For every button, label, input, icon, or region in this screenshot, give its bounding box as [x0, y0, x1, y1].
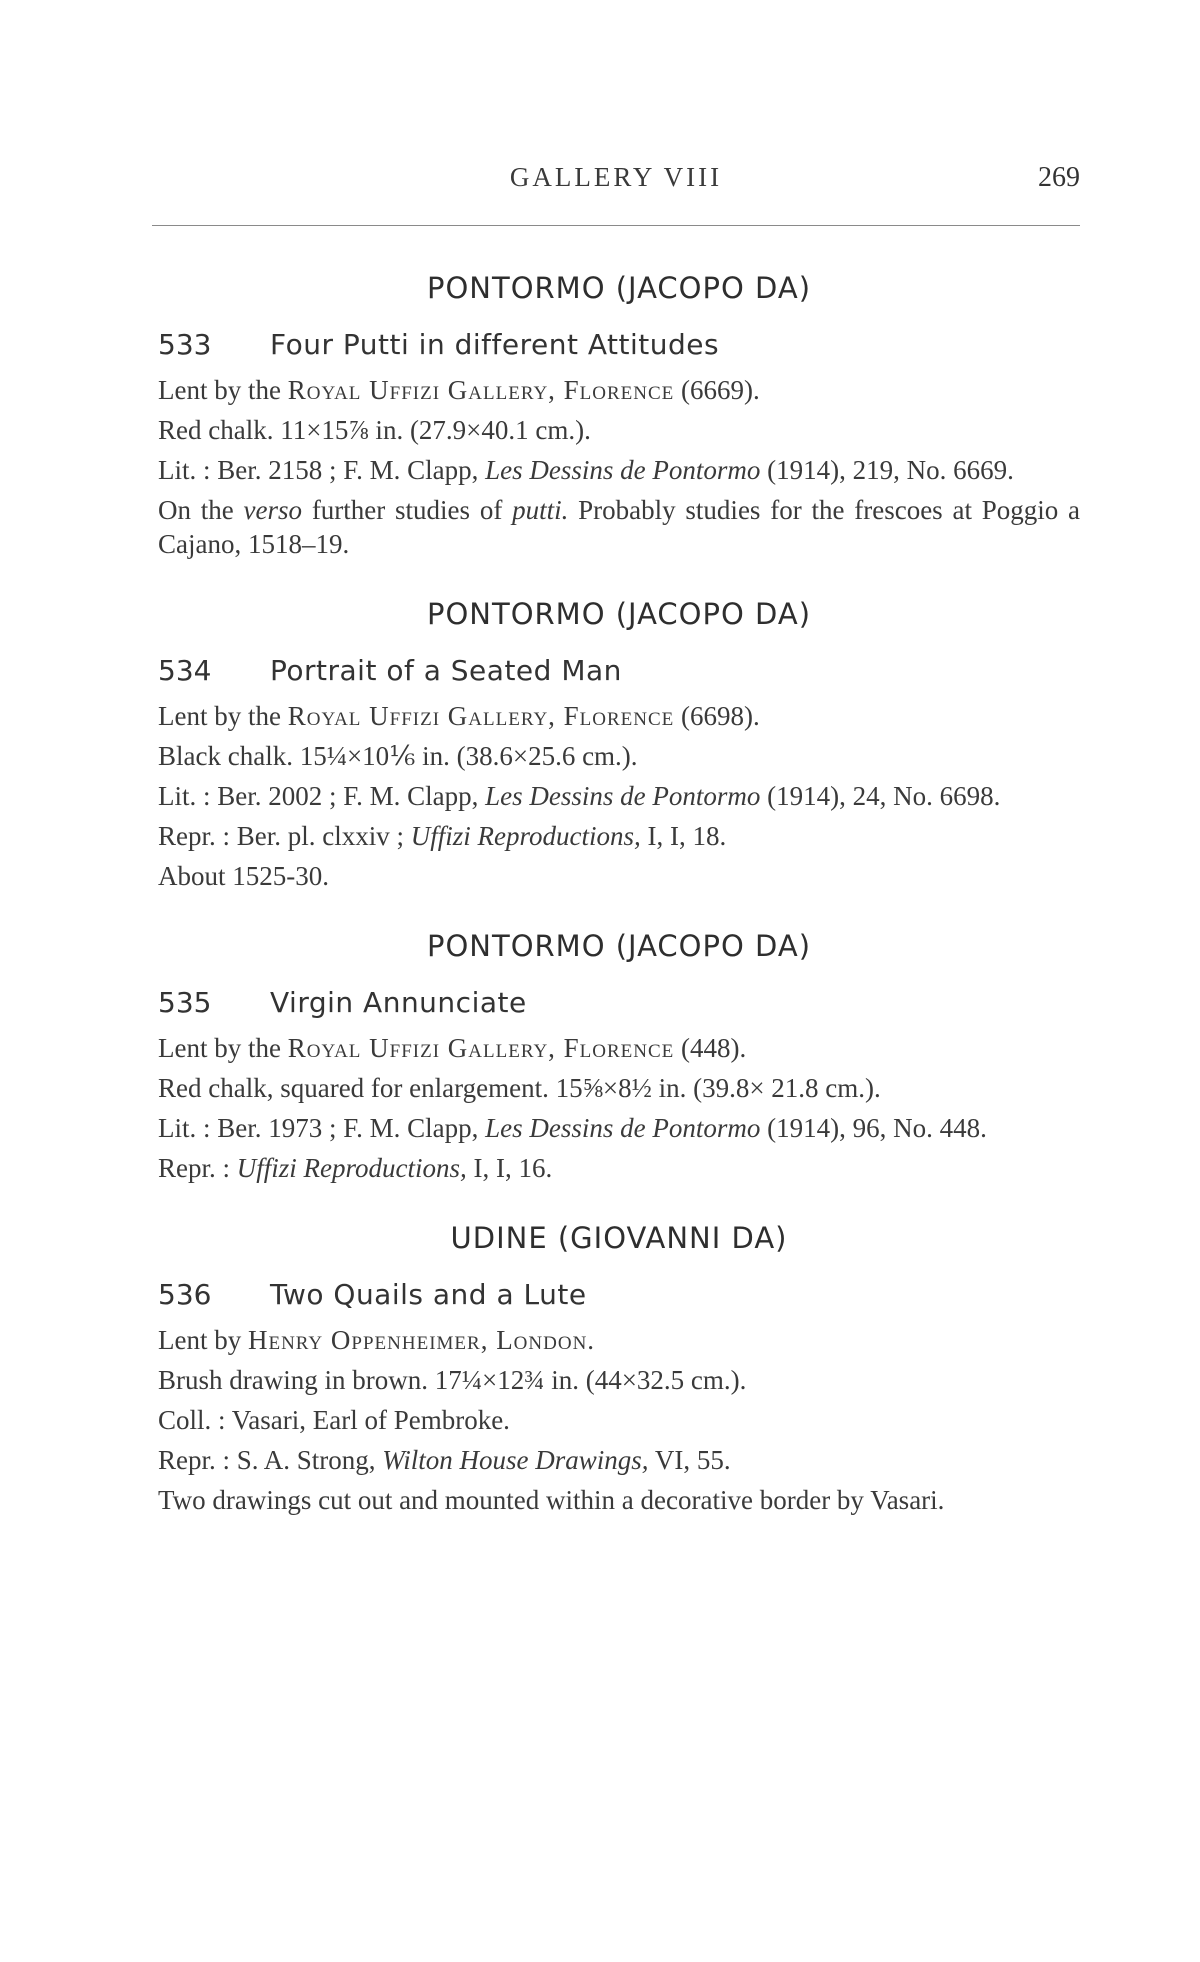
- lender-name: Royal Uffizi Gallery, Florence: [287, 375, 675, 405]
- catalogue-entry-533: [158, 265, 1080, 591]
- literature-suffix: (1914), 219, No. 6669.: [767, 455, 1014, 485]
- lender-prefix: Lent by the: [158, 375, 281, 405]
- reproduction-suffix: I, I, 18.: [647, 821, 727, 851]
- literature-line: [158, 779, 1080, 813]
- page-number: 269: [1038, 162, 1080, 193]
- literature-suffix: (1914), 96, No. 448.: [767, 1113, 987, 1143]
- entry-title: Portrait of a Seated Man: [270, 654, 622, 687]
- note-line: Two drawings cut out and mounted within a decorative border by Vasari.: [158, 1485, 945, 1515]
- medium-line: Red chalk, squared for enlargement. 15⅝×8½ in. (39.8× 21.8 cm.).: [158, 1073, 881, 1103]
- lender-inventory: (6669).: [681, 375, 760, 405]
- medium-line: Black chalk. 15¼×10⅙ in. (38.6×25.6 cm.).: [158, 741, 638, 771]
- artist-heading: PONTORMO (JACOPO DA): [426, 597, 812, 631]
- reproduction-suffix: I, I, 16.: [473, 1153, 553, 1183]
- entry-number: 536: [158, 1278, 212, 1311]
- reproduction-line: [158, 1151, 1080, 1185]
- reproduction-line: [158, 1443, 1080, 1477]
- artist-heading: UDINE (GIOVANNI DA): [450, 1221, 788, 1255]
- literature-prefix: Lit. : Ber. 2002 ; F. M. Clapp,: [158, 781, 479, 811]
- note-part-c: Probably studies for the frescoes at Poggio a Cajano, 1518–19.: [158, 495, 1081, 559]
- catalogue-entry-536: [158, 1215, 1080, 1517]
- note-part-a: On the: [158, 495, 234, 525]
- reproduction-title: Wilton House Drawings,: [382, 1445, 649, 1475]
- entry-number: 535: [158, 986, 212, 1019]
- entry-title-line: [158, 323, 1080, 367]
- lender-line: [158, 1031, 1080, 1065]
- literature-title: Les Dessins de Pontormo: [485, 781, 761, 811]
- lender-name: Henry Oppenheimer, London.: [247, 1325, 596, 1355]
- note-part-b: further studies of: [311, 495, 503, 525]
- note-verso: verso: [243, 495, 303, 525]
- entry-title: Virgin Annunciate: [270, 986, 527, 1019]
- reproduction-title: Uffizi Reproductions,: [236, 1153, 467, 1183]
- lender-inventory: (448).: [681, 1033, 747, 1063]
- entry-gap: [158, 567, 1080, 591]
- lender-prefix: Lent by the: [158, 701, 281, 731]
- entry-title: Four Putti in different Attitudes: [270, 328, 720, 361]
- reproduction-prefix: Repr. : S. A. Strong,: [158, 1445, 376, 1475]
- entry-number: 534: [158, 654, 212, 687]
- lender-line: [158, 699, 1080, 733]
- literature-line: [158, 1111, 1080, 1145]
- entry-title-line: [158, 649, 1080, 693]
- note-line: [158, 493, 1080, 561]
- reproduction-prefix: Repr. : Ber. pl. clxxiv ;: [158, 821, 404, 851]
- literature-suffix: (1914), 24, No. 6698.: [767, 781, 1001, 811]
- lender-line: [158, 1323, 1080, 1357]
- lender-prefix: Lent by the: [158, 1033, 281, 1063]
- entry-title-line: [158, 981, 1080, 1025]
- header-rule: [152, 225, 1080, 226]
- running-head: [152, 162, 1080, 202]
- catalogue-entry-534: [158, 591, 1080, 923]
- medium-line: Brush drawing in brown. 17¼×12¾ in. (44×32.5 cm.).: [158, 1365, 747, 1395]
- catalogue-entries: [158, 265, 1080, 1523]
- reproduction-suffix: VI, 55.: [654, 1445, 731, 1475]
- lender-name: Royal Uffizi Gallery, Florence: [287, 701, 675, 731]
- artist-heading: PONTORMO (JACOPO DA): [426, 271, 812, 305]
- running-title: GALLERY VIII: [509, 162, 723, 192]
- lender-line: [158, 373, 1080, 407]
- reproduction-prefix: Repr. :: [158, 1153, 230, 1183]
- literature-prefix: Lit. : Ber. 2158 ; F. M. Clapp,: [158, 455, 479, 485]
- lender-name: Royal Uffizi Gallery, Florence: [287, 1033, 675, 1063]
- collection-line: Coll. : Vasari, Earl of Pembroke.: [158, 1405, 510, 1435]
- lender-prefix: Lent by: [158, 1325, 242, 1355]
- entry-number: 533: [158, 328, 212, 361]
- entry-title: Two Quails and a Lute: [270, 1278, 587, 1311]
- literature-prefix: Lit. : Ber. 1973 ; F. M. Clapp,: [158, 1113, 479, 1143]
- reproduction-title: Uffizi Reproductions,: [410, 821, 641, 851]
- artist-heading: PONTORMO (JACOPO DA): [426, 929, 812, 963]
- literature-line: [158, 453, 1080, 487]
- reproduction-line: [158, 819, 1080, 853]
- note-putti: putti.: [512, 495, 569, 525]
- literature-title: Les Dessins de Pontormo: [485, 455, 761, 485]
- date-line: About 1525-30.: [158, 861, 329, 891]
- entry-gap: [158, 1191, 1080, 1215]
- entry-gap: [158, 899, 1080, 923]
- catalogue-entry-535: [158, 923, 1080, 1215]
- medium-line: Red chalk. 11×15⅞ in. (27.9×40.1 cm.).: [158, 415, 591, 445]
- lender-inventory: (6698).: [681, 701, 760, 731]
- literature-title: Les Dessins de Pontormo: [485, 1113, 761, 1143]
- entry-title-line: [158, 1273, 1080, 1317]
